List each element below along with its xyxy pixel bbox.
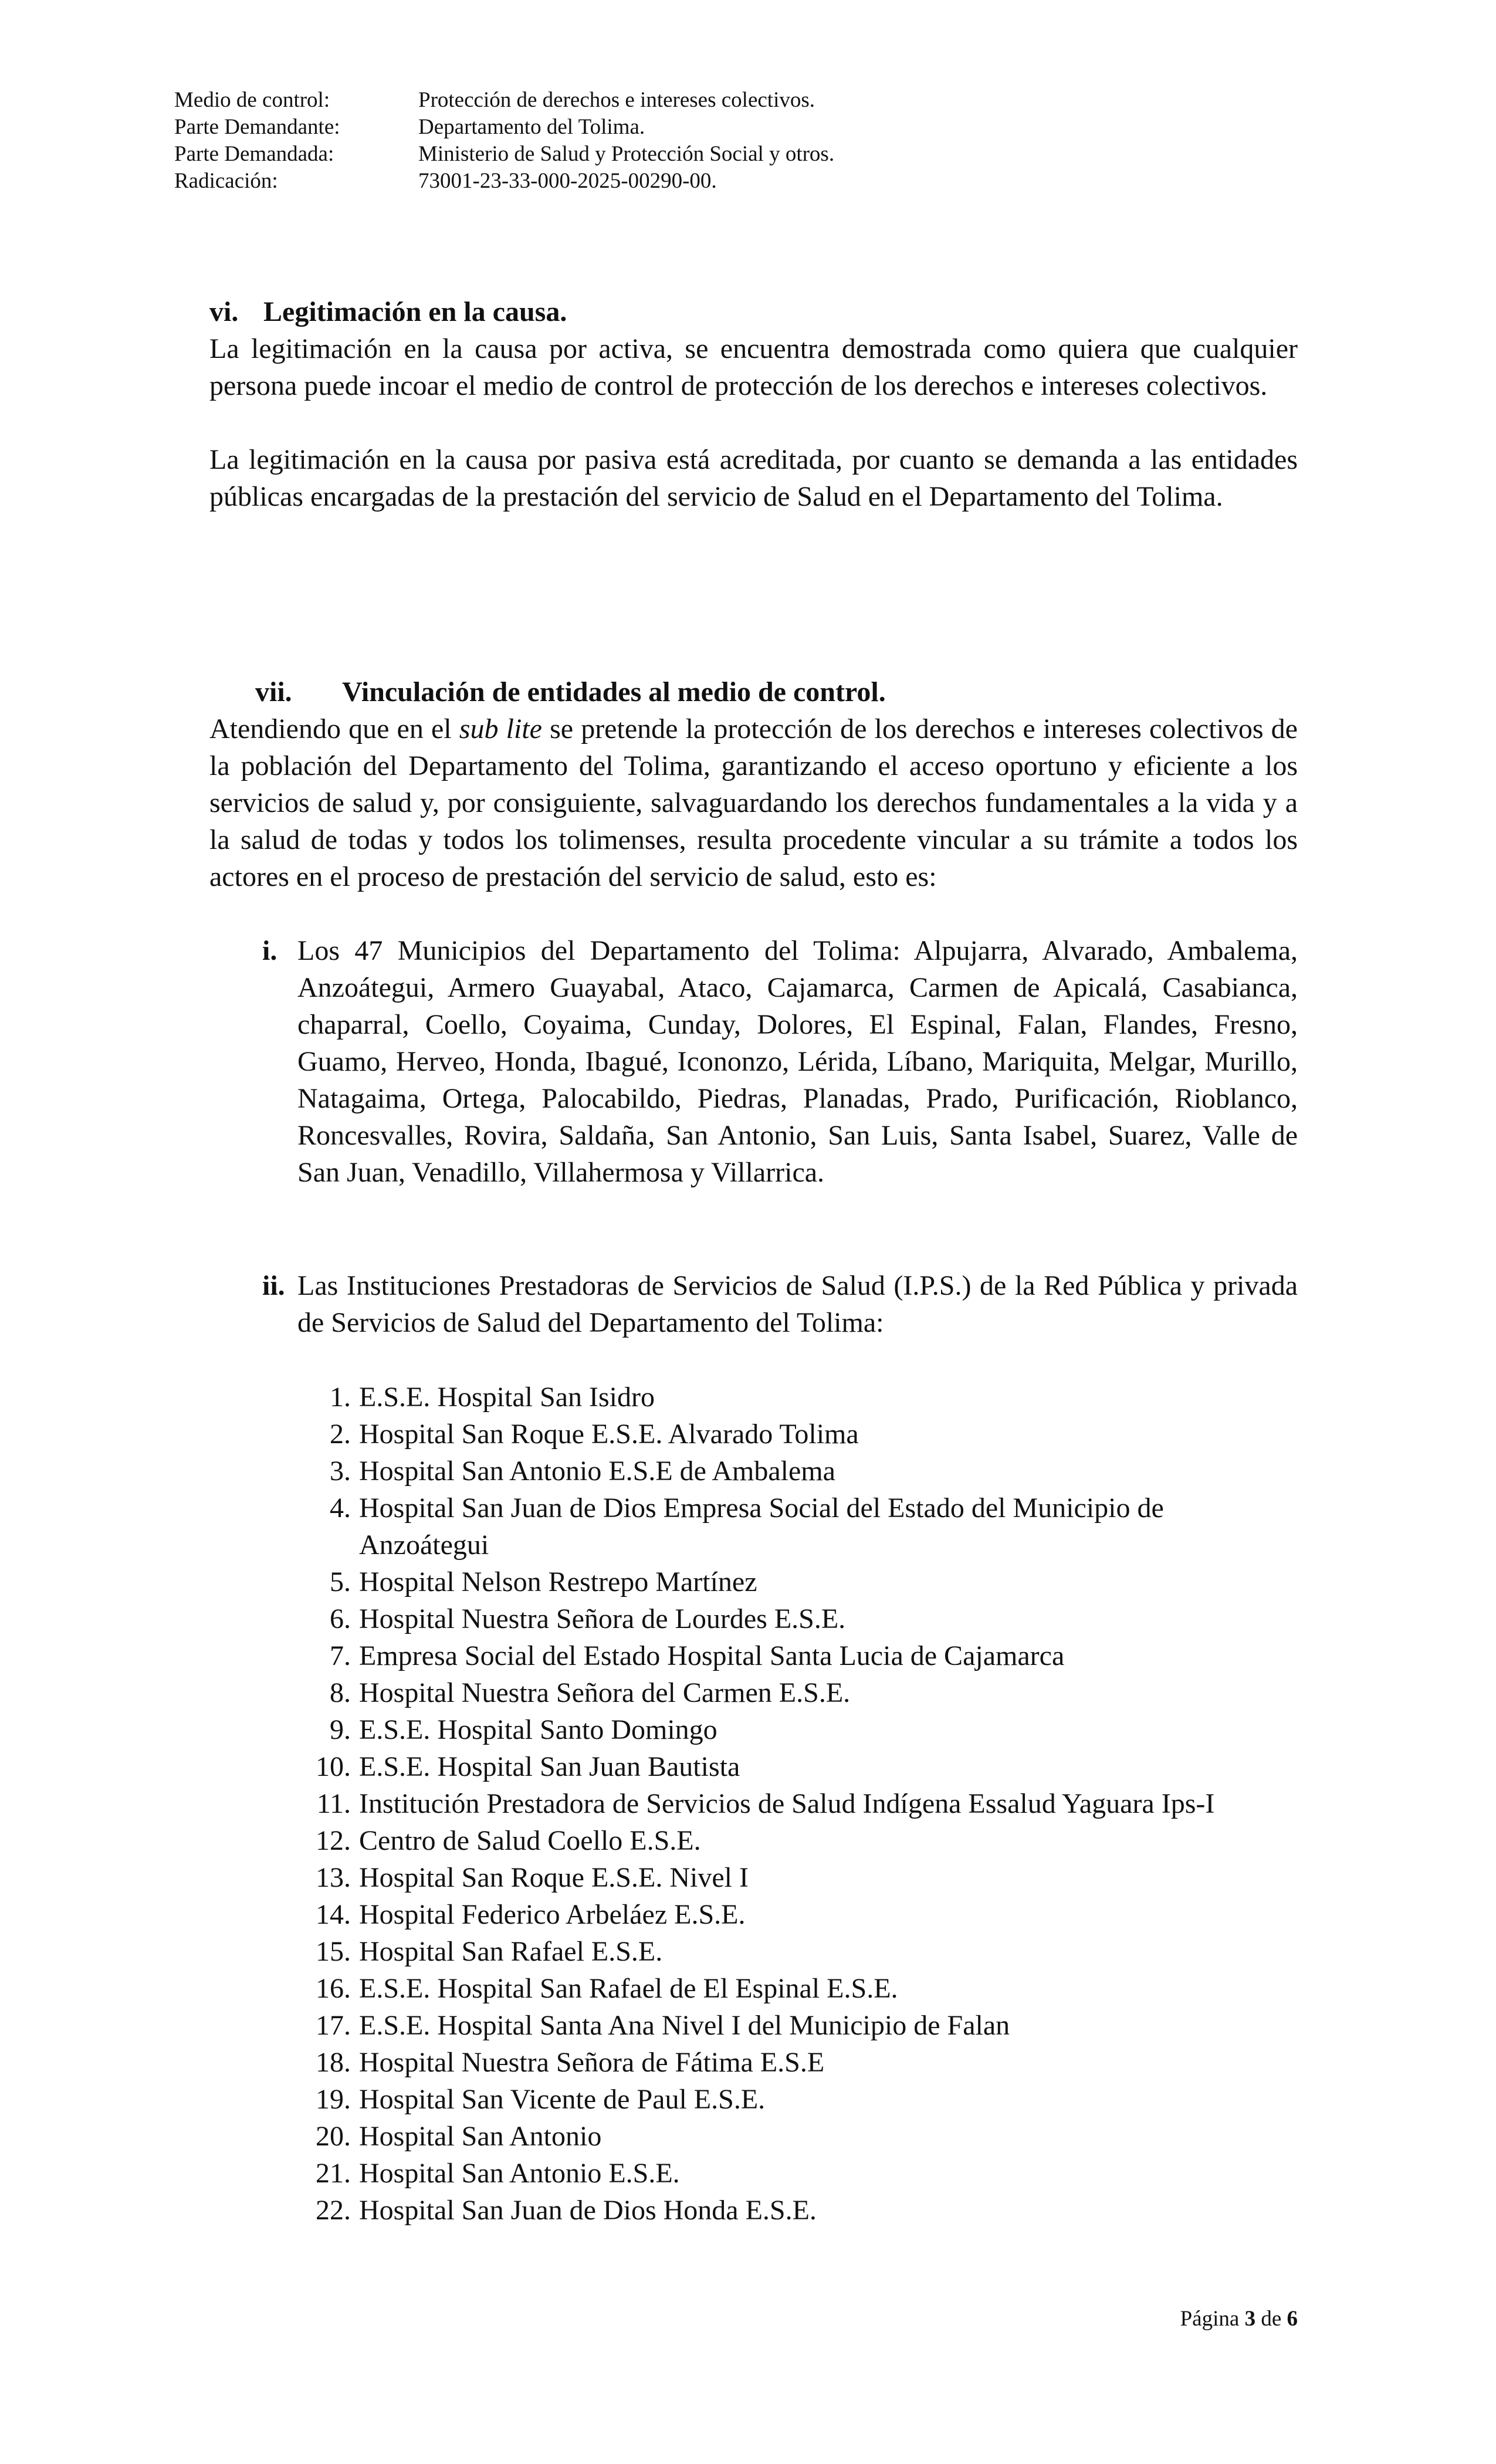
page-footer — [1115, 2306, 1298, 2333]
list-item-text: E.S.E. Hospital San Rafael de El Espinal E.S.E. — [359, 1973, 898, 2004]
header-value: Ministerio de Salud y Protección Social y otros. — [418, 142, 835, 166]
roman-number — [209, 1267, 297, 1341]
list-item — [299, 2155, 1298, 2192]
list-item — [299, 1563, 1298, 1600]
list-item-number: 12. — [316, 1825, 351, 1856]
list-item — [299, 2081, 1298, 2118]
header-row-radicacion — [174, 168, 834, 195]
page-number: 3 — [1244, 2307, 1256, 2331]
list-item — [299, 1896, 1298, 1933]
list-item-number: 7. — [330, 1640, 351, 1671]
list-item-text: E.S.E. Hospital San Juan Bautista — [359, 1751, 740, 1782]
roman-number-label: ii. — [262, 1270, 285, 1301]
list-item-number: 5. — [330, 1566, 351, 1597]
total-pages: 6 — [1287, 2307, 1298, 2331]
list-item-text: Hospital San Juan de Dios Empresa Social del Estado del Municipio de Anzoátegui — [359, 1492, 1164, 1561]
ips-numbered-list — [299, 1379, 1298, 2229]
header-label: Radicación: — [174, 169, 278, 193]
header-row-demandante — [174, 114, 834, 141]
list-item-number: 15. — [316, 1936, 351, 1967]
list-item — [299, 2007, 1298, 2044]
section-vi-title: Legitimación en la causa. — [263, 296, 567, 327]
list-item — [299, 1933, 1298, 1970]
list-item — [299, 2192, 1298, 2229]
section-vi-number: vi. — [209, 296, 239, 327]
list-item-number: 17. — [316, 2010, 351, 2041]
header-value: Protección de derechos e intereses colectivos. — [418, 88, 815, 112]
list-item-text: Hospital San Roque E.S.E. Nivel I — [359, 1862, 749, 1893]
list-item-number: 8. — [330, 1677, 351, 1708]
list-item-number: 3. — [330, 1456, 351, 1487]
list-item-text: Hospital San Vicente de Paul E.S.E. — [359, 2084, 766, 2115]
list-item-number: 21. — [316, 2158, 351, 2189]
list-item — [299, 2044, 1298, 2081]
list-item-number: 14. — [316, 1899, 351, 1930]
ips-intro-text: Las Instituciones Prestadoras de Servicios de Salud (I.P.S.) de la Red Pública y privada de Servicios de Salud del Departamento del Tolima: — [297, 1270, 1298, 1338]
list-item — [299, 1748, 1298, 1785]
list-item-text: Hospital San Roque E.S.E. Alvarado Tolima — [359, 1419, 859, 1450]
list-item-text: Hospital Nuestra Señora de Lourdes E.S.E. — [359, 1603, 846, 1634]
page-word: Página — [1180, 2307, 1240, 2331]
list-item — [299, 1637, 1298, 1674]
list-item-number: 4. — [330, 1492, 351, 1524]
list-item — [299, 1859, 1298, 1896]
list-item-text: Hospital Nelson Restrepo Martínez — [359, 1566, 757, 1597]
intro-text: Atendiendo que en el — [209, 713, 459, 744]
case-header — [174, 87, 834, 195]
list-item-number: 11. — [316, 1788, 351, 1819]
list-item-number: 19. — [316, 2084, 351, 2115]
roman-item-ii — [209, 1267, 1298, 1341]
section-vii-title: Vinculación de entidades al medio de control. — [342, 676, 886, 708]
list-item-text: Hospital San Antonio — [359, 2121, 602, 2152]
list-item-text: Hospital San Antonio E.S.E de Ambalema — [359, 1456, 835, 1487]
list-item — [299, 1379, 1298, 1416]
header-row-demandada — [174, 141, 834, 168]
list-item — [299, 1416, 1298, 1453]
list-item-number: 13. — [316, 1862, 351, 1893]
list-item-text: Centro de Salud Coello E.S.E. — [359, 1825, 701, 1856]
list-item-text: Hospital San Juan de Dios Honda E.S.E. — [359, 2195, 817, 2226]
roman-item-i — [209, 932, 1298, 1191]
section-vi — [209, 293, 1298, 515]
header-label: Parte Demandada: — [174, 142, 334, 166]
list-item — [299, 1674, 1298, 1711]
list-item — [299, 1453, 1298, 1490]
list-item-text: Hospital San Rafael E.S.E. — [359, 1936, 663, 1967]
list-item-number: 22. — [316, 2195, 351, 2226]
header-row-medio — [174, 87, 834, 114]
list-item-text: Institución Prestadora de Servicios de Salud Indígena Essalud Yaguara Ips-I — [359, 1788, 1215, 1819]
list-item-text: Empresa Social del Estado Hospital Santa Lucia de Cajamarca — [359, 1640, 1065, 1671]
list-item-text: Hospital San Antonio E.S.E. — [359, 2158, 680, 2189]
of-word: de — [1261, 2307, 1282, 2331]
header-value: 73001-23-33-000-2025-00290-00. — [418, 169, 717, 193]
list-item-text: E.S.E. Hospital Santa Ana Nivel I del Municipio de Falan — [359, 2010, 1010, 2041]
list-item-number: 2. — [330, 1419, 351, 1450]
section-vii-heading — [209, 673, 1298, 710]
list-item — [299, 1822, 1298, 1859]
list-item-text: E.S.E. Hospital Santo Domingo — [359, 1714, 717, 1745]
header-label: Parte Demandante: — [174, 115, 340, 139]
list-item-number: 1. — [330, 1382, 351, 1413]
list-item-number: 10. — [316, 1751, 351, 1782]
list-item — [299, 1785, 1298, 1822]
list-item — [299, 1970, 1298, 2007]
list-item — [299, 1490, 1298, 1563]
list-item-text: Hospital Federico Arbeláez E.S.E. — [359, 1899, 746, 1930]
list-item-number: 20. — [316, 2121, 351, 2152]
section-vi-heading — [209, 293, 1298, 330]
intro-italic-text: sub lite — [459, 713, 542, 744]
section-vi-paragraph-1: La legitimación en la causa por activa, se encuentra demostrada como quiera que cualquier persona puede incoar el medio de control de protección de los derechos e intereses colectivos. — [209, 333, 1298, 401]
header-label: Medio de control: — [174, 88, 330, 112]
section-vii-number: vii. — [255, 676, 292, 708]
list-item-number: 9. — [330, 1714, 351, 1745]
list-item-number: 6. — [330, 1603, 351, 1634]
roman-number — [209, 932, 297, 1191]
municipalities-list-text: Los 47 Municipios del Departamento del Tolima: Alpujarra, Alvarado, Ambalema, Anzoátegui, Armero Guayabal, Ataco, Cajamarca, Carmen de Apicalá, Casabianca, chaparral, Coello, Coyaima, Cunday, Dolores, El Espinal, Falan, Flandes, Fresno, Guamo, Herveo, Honda, Ibagué, Icononzo, Lérida, Líbano, Mariquita, Melgar, Murillo, Natagaima, Ortega, Palocabildo, Piedras, Planadas, Prado, Purificación, Rioblanco, Roncesvalles, Rovira, Saldaña, San Antonio, San Luis, Santa Isabel, Suarez, Valle de San Juan, Venadillo, Villahermosa y Villarrica. — [297, 935, 1298, 1188]
header-value: Departamento del Tolima. — [418, 115, 645, 139]
section-vii — [209, 673, 1298, 895]
list-item-number: 18. — [316, 2047, 351, 2078]
list-item-text: Hospital Nuestra Señora de Fátima E.S.E — [359, 2047, 825, 2078]
list-item-number: 16. — [316, 1973, 351, 2004]
section-vii-intro — [209, 710, 1298, 895]
list-item-text: Hospital Nuestra Señora del Carmen E.S.E. — [359, 1677, 851, 1708]
roman-number-label: i. — [262, 935, 277, 966]
intro-text-continued: se pretende la protección de los derechos e intereses colectivos de la población del Departamento del Tolima, garantizando el acceso oportuno y eficiente a los servicios de salud y, por consiguiente, salvaguardando los derechos fundamentales a la vida y a la salud de todas y todos los tolimenses, resulta procedente vincular a su trámite a todos los actores en el proceso de prestación del servicio de salud, esto es: — [209, 713, 1298, 892]
list-item — [299, 1711, 1298, 1748]
list-item-text: E.S.E. Hospital San Isidro — [359, 1382, 655, 1413]
list-item — [299, 2118, 1298, 2155]
list-item — [299, 1600, 1298, 1637]
section-vi-paragraph-2: La legitimación en la causa por pasiva está acreditada, por cuanto se demanda a las entidades públicas encargadas de la prestación del servicio de Salud en el Departamento del Tolima. — [209, 444, 1298, 512]
